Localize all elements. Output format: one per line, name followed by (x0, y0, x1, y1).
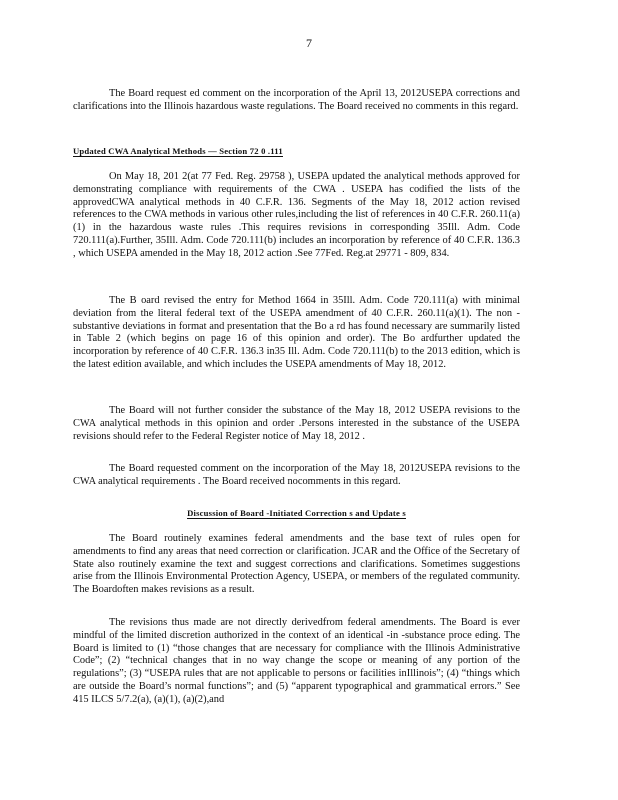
paragraph-method-1664 (73, 295, 520, 372)
paragraph-text: The Board will not further consider the substance of the May 18, 2012 USEPA revisions to the CWA analytical methods in this opinion and order .Persons interested in the substance of the USEPA revisions should refer to the Federal Register notice of May 18, 2012 . (73, 405, 520, 442)
paragraph-text: The Board routinely examines federal amendments and the base text of rules open for amendments to find any areas that need correction or clarification. JCAR and the Office of the Secretary of State also routinely examine the text and suggest corrections and clarifications. Sometimes suggestions arise from the Illinois Environmental Protection Agency, USEPA, or members of the regulated community. The Boardoften makes revisions as a result. (73, 533, 520, 596)
paragraph-text: The Board requested comment on the incorporation of the May 18, 2012USEPA revisions to the CWA analytical requirements . The Board received nocomments in this regard. (73, 463, 520, 487)
paragraph-text: On May 18, 201 2(at 77 Fed. Reg. 29758 ), USEPA updated the analytical methods approved for demonstrating compliance with requirements of the CWA . USEPA has codified the lists of the approvedCWA analytical methods in 40 C.F.R. 136. Segments of the May 18, 2012 action revised references to the CWA methods in various other rules,including the list of references in 40 C.F.R. 260.11(a)(1) in the hazardous waste rules .This requires revisions in corresponding 35Ill. Adm. Code 720.111(a).Further, 35Ill. Adm. Code 720.111(b) includes an incorporation by reference of 40 C.F.R. 136.3 , which USEPA amended in the May 18, 2012 action .See 77Fed. Reg.at 29771 - 809, 834. (73, 171, 520, 259)
paragraph-cwa-update (73, 171, 520, 261)
paragraph-revisions-limits (73, 617, 520, 707)
section-heading-board-corrections: Discussion of Board -Initiated Correction s and Update s (187, 508, 406, 518)
paragraph-may-comment (73, 463, 520, 489)
section-heading-cwa-methods: Updated CWA Analytical Methods — Section 72 0 .111 (73, 146, 283, 156)
paragraph-april-comment (73, 88, 520, 114)
paragraph-text: The revisions thus made are not directly derivedfrom federal amendments. The Board is ever mindful of the limited discretion authorized in the context of an identical -in -substance proce eding. The Board is limited to (1) “those changes that are necessary for compliance with the Illinois Administrative Code”; (2) “technical changes that in no way change the scope or meaning of any portion of the regulations”; (3) “USEPA rules that are not applicable to persons or facilities inIllinois”; (4) “things which are outside the Board’s normal functions”; and (5) “apparent typographical and grammatical errors.” See 415 ILCS 5/7.2(a), (a)(1), (a)(2),and (73, 617, 520, 705)
paragraph-text: The Board request ed comment on the incorporation of the April 13, 2012USEPA corrections and clarifications into the Illinois hazardous waste regulations. The Board received no comments in this regard. (73, 88, 520, 112)
paragraph-text: The B oard revised the entry for Method 1664 in 35Ill. Adm. Code 720.111(a) with minimal deviation from the literal federal text of the USEPA amendment of 40 C.F.R. 260.11(a)(1). The non -substantive deviations in format and presentation that the Bo a rd has found necessary are summarily listed in Table 2 (which begins on page 16 of this opinion and order). The Bo ardfurther updated the incorporation by reference of 40 C.F.R. 136.3 in35 Ill. Adm. Code 720.111(b) to the 2013 edition, which is the latest edition available, and which includes the USEPA amendments of May 18, 2012. (73, 295, 520, 370)
page-number: 7 (306, 36, 312, 50)
paragraph-routine-exam (73, 533, 520, 597)
paragraph-substance (73, 405, 520, 443)
